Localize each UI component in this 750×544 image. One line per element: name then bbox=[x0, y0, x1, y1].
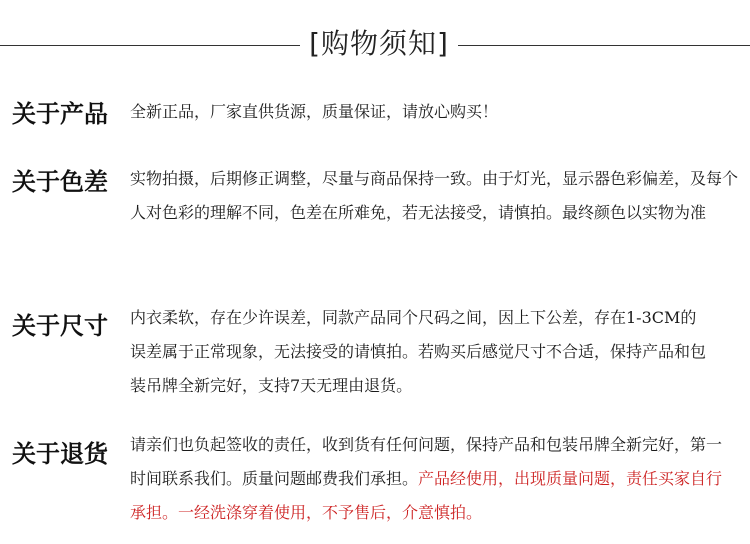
notice-header bbox=[0, 24, 750, 64]
return-warning-text: 产品经使用，出现质量问题，责任买家自行承担。一经洗涤穿着使用，不予售后，介意慎拍。 bbox=[130, 469, 723, 522]
return-policy-text: 请亲们也负起签收的责任，收到货有任何问题，保持产品和包装吊牌全新完好，第一时间联系我们。质量问题邮费我们承担。 bbox=[130, 435, 723, 488]
section-label-color: 关于色差 bbox=[12, 168, 108, 196]
section-text-product: 全新正品，厂家直供货源，质量保证，请放心购买！ bbox=[130, 102, 499, 121]
header-divider-left bbox=[0, 45, 300, 46]
section-text-return bbox=[130, 428, 730, 530]
section-text-size: 内衣柔软，存在少许误差，同款产品同个尺码之间，因上下公差，存在1-3CM的误差属于正常现象，无法接受的请慎拍。若购买后感觉尺寸不合适，保持产品和包装吊牌全新完好，支持7天无理由退货。 bbox=[130, 308, 707, 395]
section-label-size: 关于尺寸 bbox=[12, 312, 108, 340]
section-text-color: 实物拍摄，后期修正调整，尽量与商品保持一致。由于灯光，显示器色彩偏差，及每个人对色彩的理解不同，色差在所难免，若无法接受，请慎拍。最终颜色以实物为准 bbox=[130, 169, 739, 222]
page-title: [购物须知] bbox=[309, 27, 449, 60]
section-label-product: 关于产品 bbox=[12, 100, 108, 128]
header-divider-right bbox=[458, 45, 750, 46]
section-label-return: 关于退货 bbox=[12, 440, 108, 468]
